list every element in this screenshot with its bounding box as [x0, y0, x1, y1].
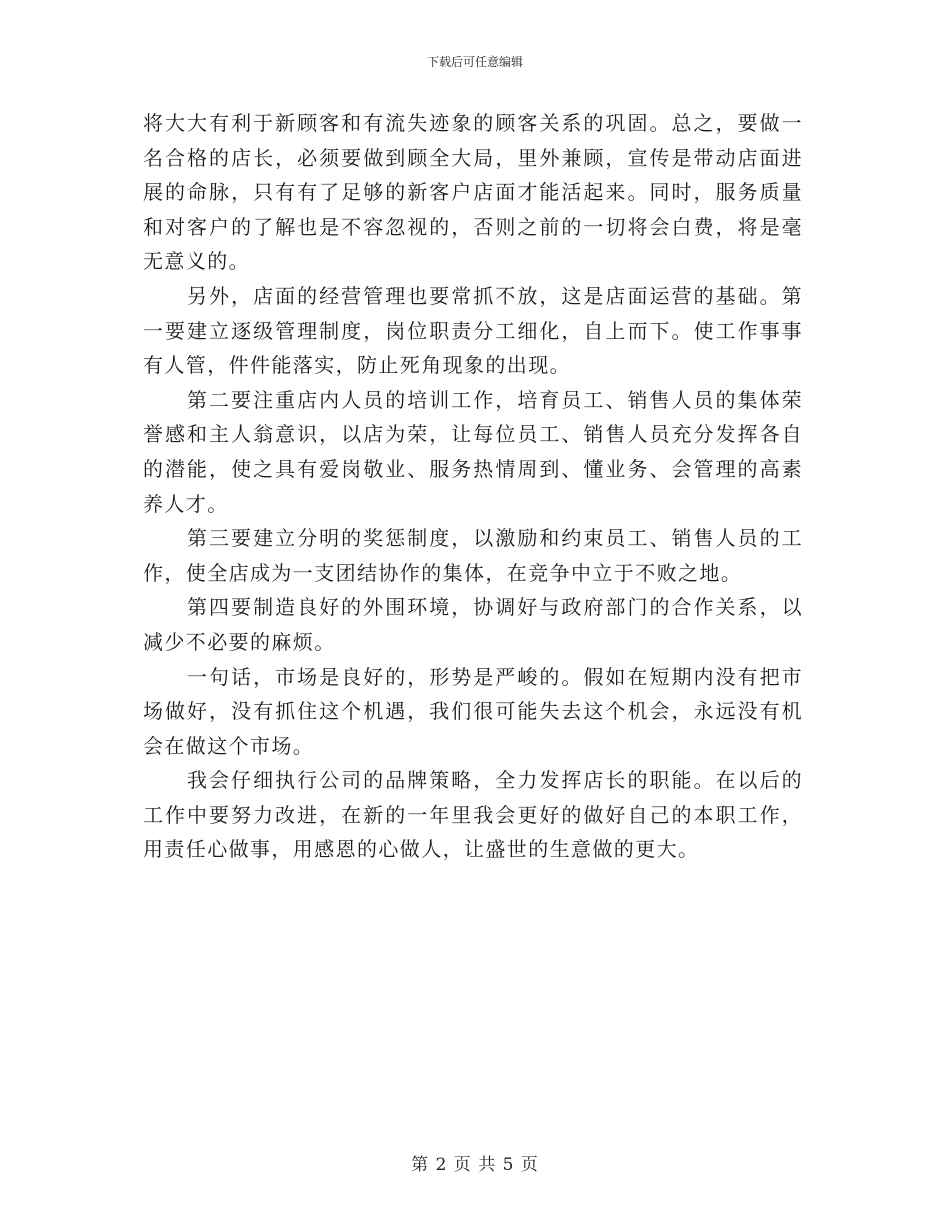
page-footer: 第 2 页 共 5 页 — [411, 1155, 539, 1175]
paragraph: 我会仔细执行公司的品牌策略，全力发挥店长的职能。在以后的工作中要努力改进，在新的一年里我会更好的做好自己的本职工作，用责任心做事，用感恩的心做人，让盛世的生意做的更大。 — [143, 768, 803, 862]
paragraph: 第三要建立分明的奖惩制度，以激励和约束员工、销售人员的工作，使全店成为一支团结协作的集体，在竞争中立于不败之地。 — [143, 526, 803, 585]
document-body — [143, 106, 803, 867]
paragraph: 一句话，市场是良好的，形势是严峻的。假如在短期内没有把市场做好，没有抓住这个机遇，我们很可能失去这个机会，永远没有机会在做这个市场。 — [143, 664, 803, 758]
page-header: 下载后可任意编辑 — [426, 55, 523, 69]
paragraph: 第四要制造良好的外围环境，协调好与政府部门的合作关系，以减少不必要的麻烦。 — [143, 595, 803, 654]
paragraph-continuation: 将大大有利于新顾客和有流失迹象的顾客关系的巩固。总之，要做一名合格的店长，必须要做到顾全大局，里外兼顾，宣传是带动店面进展的命脉，只有有了足够的新客户店面才能活起来。同时，服务质量和对客户的了解也是不容忽视的，否则之前的一切将会白费，将是毫无意义的。 — [143, 111, 803, 274]
paragraph: 第二要注重店内人员的培训工作，培育员工、销售人员的集体荣誉感和主人翁意识，以店为荣，让每位员工、销售人员充分发挥各自的潜能，使之具有爱岗敬业、服务热情周到、懂业务、会管理的高素养人才。 — [143, 387, 803, 516]
paragraph: 另外，店面的经营管理也要常抓不放，这是店面运营的基础。第一要建立逐级管理制度，岗位职责分工细化，自上而下。使工作事事有人管，件件能落实，防止死角现象的出现。 — [143, 283, 803, 378]
